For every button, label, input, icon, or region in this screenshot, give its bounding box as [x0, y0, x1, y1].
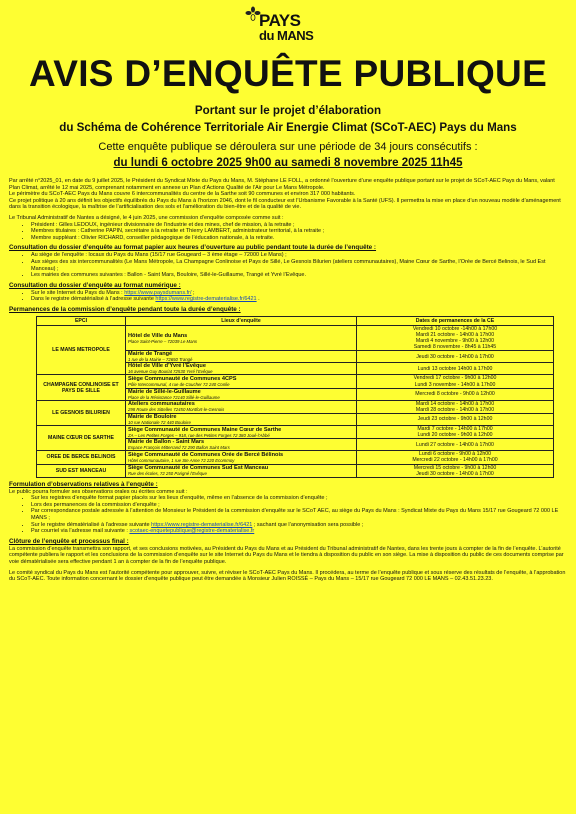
date-line: Mercredi 22 octobre - 14h00 à 17h00 — [412, 457, 498, 464]
list-item: • Sur le registre dématérialisé à l’adresse suivante https://www.registre-dematerialise.fr/6421 ; sachant que l’anonymisation sera possible ; — [31, 522, 566, 529]
lieu-address: ZA – Les Petites Forges – 918, rue des Petites Forges 72 380 Joué-l’Abbé — [128, 432, 270, 438]
section-heading-papier: Consultation du dossier d’enquête au format papier aux heures d’ouverture au public pendant toute la durée de l’enquête : — [9, 244, 377, 252]
observations-intro: Le public pourra formuler ses observations orales ou écrites comme suit : — [9, 488, 188, 495]
date-line: Lundi 27 octobre - 14h00 à 17h00 — [416, 441, 494, 448]
subtitle-period: Cette enquête publique se déroulera sur une période de 34 jours consécutifs : — [98, 141, 478, 153]
logo-line1: PAYS — [259, 11, 301, 30]
date-line: Lundi 13 octobre 14h00 à 17h00 — [417, 365, 493, 372]
table-row — [37, 426, 554, 439]
lieu-cell — [126, 325, 357, 350]
papier-list — [9, 252, 566, 278]
dates-cell — [357, 388, 554, 400]
lieu-address: Place Saint-Pierre – 72039 Le Mans — [128, 338, 198, 344]
column-header-dates: Dates de permanences de la CE — [357, 316, 554, 325]
lieu-address: 10 rue Nationale 72 440 Bouloire — [128, 420, 191, 426]
subtitle-scot: du Schéma de Cohérence Territoriale Air Energie Climat (SCoT-AEC) Pays du Mans — [59, 121, 517, 134]
list-item: • Aux sièges des six intercommunalités (Le Mans Métropole, La Champagne Conlinoise et Pays de Sillé, Le Gesnois Bilurien (ateliers communautaires), Maine Cœur de Sarthe, l’Orée de Bercé Belinois, le Sud Est Manceau) ; — [31, 259, 566, 272]
logo-text — [259, 11, 314, 43]
lieu-name: Mairie de Bouloire — [128, 413, 177, 420]
lieu-address: 298 Route des Sittelles 72450 Montfort-le-Gesnois — [128, 407, 225, 413]
registre-link[interactable]: https://www.registre-dematerialise.fr/6421 — [151, 521, 253, 528]
lieu-address: 16 avenue Guy Bouriat 72530 Yvré l’Evêque — [128, 369, 213, 375]
lieu-address: Espace François Mitterrand 72 290 Ballon Saint Mars — [128, 445, 230, 451]
lieu-cell — [126, 451, 357, 464]
table-row — [37, 464, 554, 477]
subtitle-project: Portant sur le projet d’élaboration — [194, 104, 382, 117]
date-line: Vendredi 17 octobre - 9h00 à 12h00 — [413, 375, 497, 382]
dates-cell — [357, 325, 554, 350]
list-item: • Lors des permanences de la commission d’enquête ; — [31, 502, 566, 509]
table-row — [37, 375, 554, 388]
list-item: • Dans le registre dématérialisé à l’adresse suivante https://www.registre-dematerialise.fr/6421 . — [31, 296, 566, 303]
lieu-cell — [126, 388, 357, 400]
lieu-address: Place de la Résistance 72140 Sillé-le-Guillaume — [128, 394, 220, 400]
column-header-lieux: Lieux d’enquête — [126, 316, 357, 325]
list-item: • Par courriel via l’adresse mail suivante : scotaec-enquetepublique@registre-dematerialise.fr — [31, 528, 566, 535]
intro-paragraph: Ce projet politique à 20 ans définit les objectifs équilibrés du Pays du Mans à l’horizon 2046, dont le fil conducteur est l’Urbanisme Favorable à la Santé (UFS). Il permettra la mise en place d’un nouveau modèle d’aménagement dans la transition écologique, la maîtrise de l’artificialisation des sols et l’amélioration du bien-être et de la qualité de vie. — [9, 197, 561, 211]
pays-du-mans-logo — [245, 6, 335, 44]
section-heading-observations: Formulation d’observations relatives à l’enquête : — [9, 480, 158, 488]
date-line: Mardi 4 novembre - 9h00 à 12h00 — [415, 338, 495, 345]
epci-cell: CHAMPAGNE CONLINOISE ET PAYS DE SILLE — [37, 375, 126, 400]
cloture-paragraph: La commission d’enquête transmettra son rapport, et ses conclusions motivées, au Président du Pays du Mans et au Président du Tribunal administratif de Nantes, dans les trente jours à compter de la fin de l’enquête. L’autorité compétente publiera le rapport et les conclusions de la commission d’enquête sur le site Internet du Pays du Mans et le tiendra à disposition du public en son siège. La mise à disposition du public de ces documents comprise par voie dématérialisée sera effective pendant 1 an à compter de la fin de l’enquête publique. — [9, 545, 564, 566]
lieu-cell — [126, 400, 357, 413]
permanences-table-body — [37, 325, 554, 477]
list-item: • Membre suppléant : Olivier RICHARD, conseiller pédagogique de l’éducation nationale, à la retraite. — [31, 235, 566, 242]
lieu-name: Siège Communauté de Communes 4CPS — [128, 376, 237, 383]
intro-paragraph: Par arrêté n°2025_01, en date du 9 juillet 2025, le Président du Syndicat Mixte du Pays du Mans, M. Stéphane LE FOLL, a ordonné l’ouverture d’une enquête publique portant sur le projet de SCoT-AEC Pays du Mans, valant Plan Climat, arrêté le 12 mai 2025, comprenant notamment en annexe un Plan d’Actions Qualité de l’Air pour Le Mans Métropole. — [9, 178, 555, 191]
commission-list — [9, 222, 566, 242]
date-line: Mardi 14 octobre - 14h00 à 17h00 — [415, 400, 495, 407]
date-line: Lundi 6 octobre - 9h00 à 12h00 — [418, 451, 492, 458]
epci-cell: OREE DE BERCE BELINOIS — [37, 451, 126, 464]
lieu-cell — [126, 375, 357, 388]
epci-cell: SUD EST MANCEAU — [37, 464, 126, 477]
subtitle-dates: du lundi 6 octobre 2025 9h00 au samedi 8 novembre 2025 11h45 — [113, 157, 463, 169]
page-title: AVIS D’ENQUÊTE PUBLIQUE — [28, 53, 548, 94]
date-line: Lundi 3 novembre - 14h00 à 17h00 — [414, 381, 496, 388]
dates-cell — [357, 451, 554, 464]
dates-cell — [357, 413, 554, 425]
numerique-list — [9, 290, 566, 303]
section-heading-numerique: Consultation du dossier d’enquête au format numérique : — [9, 281, 181, 289]
column-header-epci: EPCI — [37, 316, 126, 325]
dates-cell — [357, 439, 554, 451]
epci-cell: LE MANS METROPOLE — [37, 325, 126, 375]
dates-cell — [357, 400, 554, 413]
epci-cell: MAINE CŒUR DE SARTHE — [37, 426, 126, 451]
list-item: • Les mairies des communes suivantes : Ballon - Saint Mars, Bouloire, Sillé-le-Guillaume, Trangé et Yvré l’Evêque. — [31, 272, 566, 279]
epci-cell: LE GESNOIS BILURIEN — [37, 400, 126, 425]
dates-cell — [357, 426, 554, 439]
date-line: Jeudi 30 octobre - 14h00 à 17h00 — [416, 470, 494, 477]
permanences-table — [36, 316, 554, 478]
lieu-name: Mairie de Trangé — [128, 351, 173, 358]
date-line: Samedi 8 novembre - 8h45 à 11h45 — [413, 344, 497, 351]
date-line: Mardi 7 octobre - 14h00 à 17h00 — [417, 426, 493, 433]
list-item: • Président : Gilles LEDOUX, ingénieur divisionnaire de l’industrie et des mines, chef de mission, à la retraite ; — [31, 222, 566, 229]
dates-cell — [357, 363, 554, 375]
lieu-address: Hôtel communautaire, 1 rue Ste Anne 72 220 Ecommoy — [128, 457, 235, 463]
lieu-name: Siège Communauté de Communes Orée de Bercé Bélinois — [128, 451, 284, 458]
lieu-name: Mairie de Ballon - Saint Mars — [128, 439, 205, 446]
tribunal-paragraph: Le Tribunal Administratif de Nantes a désigné, le 4 juin 2025, une commission d’enquête composée comme suit : — [9, 214, 284, 221]
list-item: • Par correspondance postale adressée à l’attention de Monsieur le Président de la commission d’enquête sur le SCoT AEC, au siège du Pays du Mans : Syndicat Mixte du Pays du Mans 15/17 rue Gougeard 72 000 LE MANS ; — [31, 508, 566, 521]
lieu-cell — [126, 439, 357, 451]
list-item: • Au siège de l’enquête : locaux du Pays du Mans (15/17 rue Gougeard – 3 ème étage – 72000 Le Mans) ; — [31, 252, 566, 259]
dates-cell — [357, 464, 554, 477]
lieu-cell — [126, 363, 357, 375]
lieu-name: Hôtel de Ville du Mans — [128, 332, 188, 339]
cloture-paragraph: Le comité syndical du Pays du Mans est l’autorité compétente pour approuver, suivre, et réviser le SCoT-AEC Pays du Mans. Il procédera, au terme de l’enquête publique et sous réserve des résultats de l’enquête, à l’approbation du SCoT-AEC. Toute information concernant le dossier d’enquête publique peut être demandée à Monsieur Julien ROISSÉ – Pays du Mans – 15/17 rue Gougeard 72 000 LE MANS – 02.43.51.23.23. — [9, 569, 566, 583]
date-line: Mardi 21 octobre - 14h00 à 17h00 — [415, 332, 495, 338]
date-line: Mercredi 8 octobre - 9h00 à 12h00 — [415, 391, 495, 398]
logo-line2: du MANS — [259, 28, 314, 43]
dates-cell — [357, 351, 554, 363]
lieu-address: 1 rue de la Mairie – 72650 Trangé — [128, 357, 193, 363]
intro-paragraph: Le périmètre du SCoT-AEC Pays du Mans couvre 6 intercommunalités du centre de la Sarthe soit 90 communes et environ 317 000 habitants. — [9, 191, 356, 198]
table-row — [37, 451, 554, 464]
email-link[interactable]: scotaec-enquetepublique@registre-dematerialise.fr — [129, 528, 255, 535]
date-line: Mercredi 15 octobre - 9h00 à 12h00 — [413, 464, 497, 471]
date-line: Jeudi 30 octobre - 14h00 à 17h00 — [416, 353, 494, 360]
table-row — [37, 400, 554, 413]
lieu-address: Rue des écoles, 72 250 Parigné l’Evêque — [128, 471, 207, 477]
list-item: • Sur le site Internet du Pays du Mans : https://www.paysdumans.fr/ ; — [31, 290, 566, 297]
lieu-cell — [126, 426, 357, 439]
table-row — [37, 325, 554, 350]
lieu-name: Mairie de Sillé-le-Guillaume — [128, 388, 201, 395]
list-item: • Membres titulaires : Catherine PAPIN, secrétaire à la retraite et Thierry LAMBERT, administrateur territorial, à la retraite ; — [31, 228, 566, 235]
lieu-cell — [126, 413, 357, 425]
lieu-cell — [126, 351, 357, 363]
notice-body — [9, 178, 566, 583]
dates-cell — [357, 375, 554, 388]
lieu-name: Siège Communauté de Communes Maine Cœur de Sarthe — [128, 426, 282, 433]
observations-list — [9, 495, 566, 535]
lieu-name: Siège Communauté de Communes Sud Est Manceau — [128, 465, 269, 472]
section-heading-cloture: Clôture de l’enquête et processus final : — [9, 537, 129, 545]
section-heading-permanences: Permanences de la commission d’enquête pendant toute la durée d’enquête : — [9, 305, 241, 313]
lieu-name: Ateliers communautaires — [128, 401, 195, 408]
date-line: Vendredi 10 octobre -14h00 à 17h00 — [412, 325, 498, 332]
lieu-address: Pôle Intercommunal, 4 rue de Coucher 72 240 Conlie — [128, 382, 230, 388]
lieu-name: Hôtel de Ville d’Yvré l’Evêque — [128, 363, 206, 370]
date-line: Jeudi 23 octobre - 9h00 à 12h00 — [417, 416, 493, 423]
date-line: Lundi 20 octobre - 9h00 à 12h00 — [417, 432, 493, 439]
registre-link[interactable]: https://www.registre-dematerialise.fr/6421 — [155, 296, 257, 303]
date-line: Mardi 28 octobre - 14h00 à 17h00 — [415, 406, 495, 413]
lieu-cell — [126, 464, 357, 477]
list-item: • Sur les registres d’enquête format papier placés sur les lieux d’enquête, même en l’absence de la commission d’enquête ; — [31, 495, 566, 502]
paysdumans-link[interactable]: https://www.paysdumans.fr/ — [124, 289, 192, 296]
